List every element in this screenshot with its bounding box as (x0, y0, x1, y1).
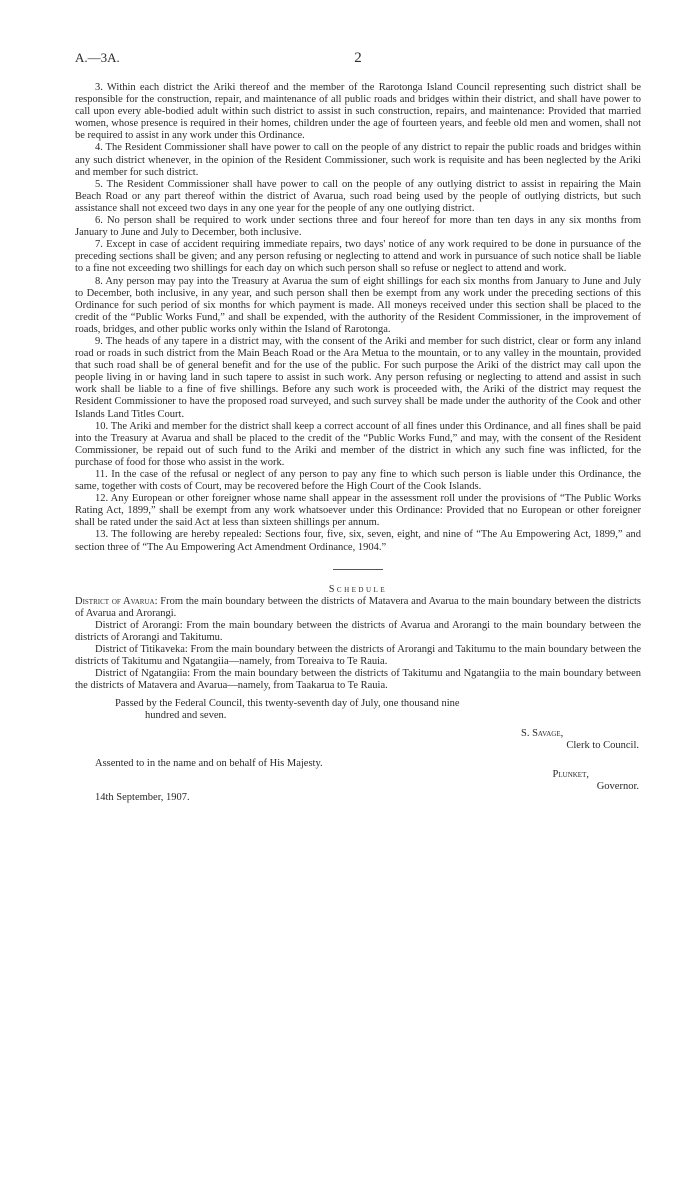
parliamentary-paper-label: A.—3A. (75, 50, 120, 65)
assent-date: 14th September, 1907. (95, 791, 190, 803)
schedule-entry-avarua (75, 596, 641, 620)
governor-name: Plunket, (552, 768, 589, 780)
clause-11: 11. In the case of the refusal or neglect of any person to pay any fine to which such person is liable under this Ordinance, the same, together with costs of Court, may be recovered before the High Court of the Cook Islands. (75, 469, 641, 493)
schedule-title: Schedule (328, 583, 388, 595)
governor-title: Governor. (596, 780, 639, 792)
schedule (75, 584, 641, 693)
clause-4: 4. The Resident Commissioner shall have power to call on the people of any district to repair the public roads and bridges within any such district whenever, in the opinion of the Resident Commissioner, such work is requisite and has been neglected by the Ariki and member for such district. (75, 142, 641, 178)
page-header (75, 50, 641, 70)
clause-9: 9. The heads of any tapere in a district may, with the consent of the Ariki and member for such district, clear or form any inland road or roads in such district from the Main Beach Road or the Ara Metua to the mountain, or to any valley in the mountain, provided that such road shall be of general benefit and for the use of the public. For such purpose the Ariki of the district may call upon the people living in or having land in such tapere to assist in such work. Any person refusing or neglecting to attend and assist in such work shall be liable to a fine of five shillings. Before any such work is proceeded with, the Ariki of the district may request the Resident Commissioner to have the proposed road surveyed, and such survey shall be made under the authority of the Cook and other Islands Land Titles Court. (75, 335, 641, 420)
schedule-entry-ngatangiia: District of Ngatangiia: From the main boundary between the districts of Takitumu and Ngatangiia to the main boundary between the districts of Matavera and Avarua—namely, from Taakarua to Te Rauia. (75, 668, 641, 692)
section-divider (333, 569, 383, 570)
clause-12: 12. Any European or other foreigner whose name shall appear in the assessment roll under the provisions of “The Public Works Rating Act, 1899,” shall be exempt from any work whatsoever under this Ordinance: Provided that no European or other foreigner shall be rated under the said Act at less than sixteen shillings per annum. (75, 493, 641, 529)
clause-10: 10. The Ariki and member for the district shall keep a correct account of all fines under this Ordinance, and all fines shall be paid into the Treasury at Avarua and shall be placed to the credit of the “Public Works Fund,” and may, with the consent of the Resident Commissioner, be repaid out of such fund to the Ariki and member of the district in which any such fine was inflicted, for the purchase of food for those who assist in the work. (75, 420, 641, 468)
assent-statement: Assented to in the name and on behalf of His Majesty. (95, 757, 323, 769)
schedule-entry-avarua-label: District of Avarua (75, 595, 155, 607)
clause-6: 6. No person shall be required to work under sections three and four hereof for more than ten days in any six months from January to June and July to December, both inclusive. (75, 215, 641, 239)
schedule-entry-arorangi: District of Arorangi: From the main boundary between the districts of Avarua and Arorangi to the main boundary between the districts of Arorangi and Takitumu. (75, 619, 641, 644)
schedule-entry-avarua-text: : From the main boundary between the districts of Matavera and Avarua to the main boundary between the districts of Avarua and Arorangi. (75, 595, 641, 619)
ordinance-body (75, 82, 641, 803)
schedule-entry-titikaveka: District of Titikaveka: From the main boundary between the districts of Arorangi and Takitumu to the main boundary between the districts of Takitumu and Ngatangiia—namely, from Toreaiva to Te Rauia. (75, 644, 641, 668)
page-number: 2 (354, 50, 362, 66)
signature-block (75, 727, 641, 803)
clerk-name: S. Savage, (521, 727, 564, 739)
clerk-title: Clerk to Council. (566, 739, 639, 751)
clause-5: 5. The Resident Commissioner shall have power to call on the people of any outlying district to assist in repairing the Main Beach Road or any part thereof within the district of Avarua, such road being used by the people of outlying districts, but such assistance shall not exceed two days in any one year for the people of any one outlying district. (75, 178, 641, 214)
clause-7: 7. Except in case of accident requiring immediate repairs, two days' notice of any work required to be done in pursuance of the preceding sections shall be given; and any person refusing or neglecting to attend and work in pursuance of such notice shall be liable to a fine not exceeding two shillings for each day on which such person shall so refuse or neglect to attend and work. (75, 239, 641, 275)
clause-13: 13. The following are hereby repealed: Sections four, five, six, seven, eight, and nine of “The Au Empowering Act, 1899,” and section three of “The Au Empowering Act Amendment Ordinance, 1904.” (75, 529, 641, 553)
passed-line-1: Passed by the Federal Council, this twenty-seventh day of July, one thousand nine (115, 697, 460, 709)
passed-line-2: hundred and seven. (145, 709, 227, 721)
clause-3: 3. Within each district the Ariki thereof and the member of the Rarotonga Island Council representing such district shall be responsible for the construction, repair, and maintenance of all public roads and bridges within their district, and shall have power to call upon every able-bodied adult within such district to assist in such construction, repairs, and maintenance: Provided that married women, whose presence is required in their homes, children under the age of fourteen years, and feeble old men and women, shall not be required to assist in any work under this Ordinance. (75, 82, 641, 142)
clause-8: 8. Any person may pay into the Treasury at Avarua the sum of eight shillings for each six months from January to June and July to December, both inclusive, in any year, and such person shall then be exempt from any work under the preceding sections of this Ordinance for such period of six months for which payment is made. All moneys received under this section shall be placed to the credit of the “Public Works Fund,” and shall be expended, with the authority of the Resident Commissioner, in the improvement of roads, bridges, and other public works only within the Island of Rarotonga. (75, 275, 641, 335)
passed-statement (75, 698, 641, 722)
